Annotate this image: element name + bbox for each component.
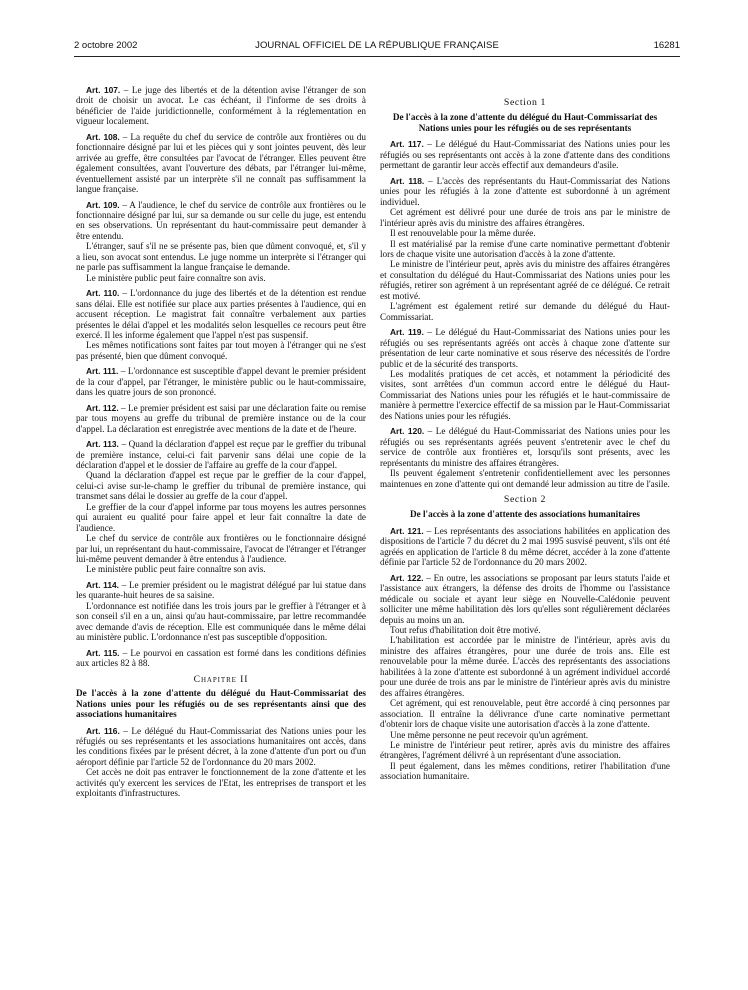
article-paragraph — [76, 85, 366, 127]
article-number: Art. 114. — [86, 579, 119, 590]
article-text: – Le pourvoi en cassation est formé dans les conditions définies aux articles 82 à 88. — [76, 647, 367, 669]
article-117 — [380, 139, 670, 170]
article-122 — [380, 573, 670, 782]
article-text: – Le premier président est saisi par une déclaration faite ou remise par tous moyens au greffe du tribunal de première instance ou de la cour d'appel. La déclaration est enregistrée avec mentions de la date et de l'heure. — [76, 402, 367, 434]
article-paragraph: Tout refus d'habilitation doit être motivé. — [390, 624, 541, 635]
section-heading: Section 1 — [503, 97, 547, 108]
article-number: Art. 119. — [390, 327, 424, 338]
article-paragraph: Le ministère public peut faire connaître son avis. — [86, 272, 266, 283]
article-number: Art. 111. — [86, 366, 119, 377]
header-date: 2 octobre 2002 — [74, 40, 138, 51]
article-114 — [76, 580, 366, 643]
article-text: – La requête du chef du service de contrôle aux frontières ou du fonctionnaire désigné par lui et les pièces qui y sont jointes peuvent, dès leur arrivée au greffe, être consultées par l'avocat de l'étranger. Elles peuvent être également consultées, avant l'ouverture des débats, par l'étranger lui-même, éventuellement assisté par un interprète s'il ne connaît pas suffisamment la langue française. — [76, 131, 366, 195]
article-text: – Le délégué du Haut-Commissariat des Nations unies pour les réfugiés ou ses représentants ont accès à la zone d'attente dans des conditions permettant de garantir leur accès effectif aux demandeurs d'asile. — [380, 139, 671, 171]
article-paragraph: Le chef du service de contrôle aux frontières ou le fonctionnaire désigné par lui, un représentant du haut-commissaire, l'avocat de l'étranger et l'étranger lui-même peuvent demander à être entendus à l'audience. — [76, 533, 366, 565]
article-number: Art. 112. — [86, 402, 119, 413]
article-paragraph: Le ministre de l'intérieur peut, après avis du ministre des affaires étrangères et consultation du délégué du Haut-Commissariat des Nations unies pour les réfugiés, retirer son agrément à un représentant agréé de ce délégué. Ce retrait est motivé. — [380, 259, 670, 301]
article-121 — [380, 526, 670, 568]
article-116 — [76, 726, 366, 799]
chapter-title: De l'accès à la zone d'attente du délégué du Haut-Commissariat des Nations unies pour les réfugiés ou de ses représentants ainsi que des associations humanitaires — [76, 688, 366, 720]
article-paragraph — [76, 726, 366, 768]
article-paragraph — [380, 526, 670, 568]
article-107 — [76, 85, 366, 127]
article-paragraph: Le ministre de l'intérieur peut retirer, après avis du ministre des affaires étrangères, l'agrément délivré à un représentant d'une association. — [380, 739, 670, 761]
article-120 — [380, 426, 670, 489]
article-paragraph — [380, 176, 670, 207]
article-text: – Le délégué du Haut-Commissariat des Nations unies pour les réfugiés ou ses représentants agréés peuvent s'entretenir avec le chef du service de contrôle aux frontières et, lorsqu'ils sont présents, avec les représentants du ministre des affaires étrangères. — [380, 426, 671, 468]
article-paragraph: Les mêmes notifications sont faites par tout moyen à l'étranger qui ne s'est pas présenté, bien que dûment convoqué. — [76, 340, 366, 361]
section-title: De l'accès à la zone d'attente du délégué du Haut-Commissariat des Nations unies pour les réfugiés ou de ses représentants — [392, 112, 658, 133]
chapter-heading: Chapitre II — [193, 673, 249, 685]
article-paragraph — [380, 327, 670, 369]
right-column — [380, 92, 670, 787]
article-number: Art. 116. — [86, 725, 120, 736]
article-paragraph: Il est matérialisé par la remise d'une carte nominative permettant d'obtenir lors de chaque visite une autorisation d'accès à la zone d'attente. — [380, 238, 670, 259]
article-number: Art. 113. — [86, 439, 119, 450]
article-number: Art. 120. — [390, 426, 425, 437]
article-paragraph — [76, 132, 366, 195]
article-118 — [380, 176, 670, 322]
article-108 — [76, 132, 366, 195]
article-text: – L'accès des représentants du Haut-Commissariat des Nations unies pour les réfugiés à la zone d'attente est subordonné à un agrément individuel. — [380, 175, 671, 207]
article-paragraph — [76, 403, 366, 434]
article-paragraph: L'habilitation est accordée par le ministre de l'intérieur, après avis du ministre des affaires étrangères, pour une durée de trois ans. Elle est renouvelable pour la même durée. L'accès des représentants des associations habilitées à la zone d'attente est subordonné à un agrément individuel accordé pour une durée de trois ans par le ministre de l'intérieur après avis du ministre des affaires étrangères. — [380, 635, 670, 698]
article-text: – Le délégué du Haut-Commissariat des Nations unies pour les réfugiés ou ses représentants et les associations humanitaires ont accès, dans les conditions fixées par le présent décret, à la zone d'attente d'un port ou d'un aéroport définie par l'article 52 de l'ordonnance du 20 mars 2002. — [76, 725, 367, 767]
article-number: Art. 122. — [390, 572, 424, 583]
article-text: – L'ordonnance est susceptible d'appel devant le premier président de la cour d'appel, par l'étranger, le ministère public ou le haut-commissaire, dans les quatre jours de son prononcé. — [76, 366, 367, 398]
article-paragraph — [76, 288, 366, 340]
article-number: Art. 118. — [390, 175, 425, 186]
journal-title: JOURNAL OFFICIEL DE LA RÉPUBLIQUE FRANÇAISE — [255, 40, 499, 51]
article-paragraph: L'étranger, sauf s'il ne se présente pas, bien que dûment convoqué, et, s'il y a lieu, son avocat sont entendus. Le juge nomme un interprète si l'étranger qui ne parle pas suffisamment la langue française le demande. — [76, 241, 366, 273]
article-paragraph: Les modalités pratiques de cet accès, et notamment la périodicité des visites, sont arrêtées d'un commun accord entre le délégué du Haut-Commissariat des Nations unies pour les réfugiés et le haut-commissaire de manière à permettre l'exercice effectif de sa mission par le Haut-Commissariat des Nations unies pour les réfugiés. — [380, 368, 670, 421]
article-paragraph — [76, 366, 366, 397]
article-text: – Les représentants des associations habilitées en application des dispositions de l'article 7 du décret du 2 mai 1995 susvisé peuvent, s'ils ont été agréés en application de l'article 8 du même décret, accéder à la zone d'attente définie par l'article 52 de l'ordonnance du 20 mars 2002. — [380, 525, 670, 568]
article-paragraph: Quand la déclaration d'appel est reçue par le greffier de la cour d'appel, celui-ci avise sur-le-champ le greffier du tribunal de première instance, qui transmet sans délai le dossier au greffe de la cour d'appel. — [76, 470, 366, 502]
article-number: Art. 121. — [390, 525, 424, 536]
article-112 — [76, 403, 366, 434]
article-paragraph: L'agrément est également retiré sur demande du délégué du Haut-Commissariat. — [380, 301, 670, 322]
article-paragraph: Cet agrément est délivré pour une durée de trois ans par le ministre de l'intérieur après avis du ministre des affaires étrangères. — [380, 207, 670, 228]
article-paragraph: Le greffier de la cour d'appel informe par tous moyens les autres personnes qui auraient eu qualité pour faire appel et leur fait connaître la date de l'audience. — [76, 501, 366, 533]
left-column — [76, 85, 366, 804]
article-paragraph: Ils peuvent également s'entretenir confidentiellement avec les personnes maintenues en zone d'attente qui ont demandé leur admission au titre de l'asile. — [380, 468, 670, 489]
article-110 — [76, 288, 366, 361]
article-text: – Le premier président ou le magistrat délégué par lui statue dans les quarante-huit heures de sa saisine. — [76, 579, 366, 601]
article-number: Art. 115. — [86, 647, 120, 658]
article-paragraph: Il est renouvelable pour la même durée. — [390, 228, 536, 239]
article-paragraph: Cet accès ne doit pas entraver le fonctionnement de la zone d'attente et les activités qu'y exercent les services de l'Etat, les entreprises de transport et les exploitants d'infrastructures. — [76, 767, 366, 799]
article-paragraph — [380, 426, 670, 468]
article-number: Art. 109. — [86, 199, 120, 210]
header-rule — [74, 56, 680, 57]
article-paragraph: L'ordonnance est notifiée dans les trois jours par le greffier à l'étranger et à son conseil s'il en a un, ainsi qu'au haut-commissaire, par lettre recommandée avec demande d'avis de réception. Elle est communiquée dans le même délai au ministère public. L'ordonnance n'est pas susceptible d'opposition. — [76, 600, 366, 643]
article-paragraph — [76, 200, 366, 242]
article-paragraph: Il peut également, dans les mêmes conditions, retirer l'habilitation d'une association humanitaire. — [380, 760, 670, 782]
article-number: Art. 107. — [86, 85, 121, 95]
section-title: De l'accès à la zone d'attente des associations humanitaires — [409, 509, 640, 520]
article-paragraph — [380, 573, 670, 625]
page-number: 16281 — [653, 40, 680, 51]
article-text: – En outre, les associations se proposant par leurs statuts l'aide et l'assistance aux étrangers, la défense des droits de l'homme ou l'assistance médicale ou sociale et ayant leur siège en Nouvelle-Calédonie peuvent solliciter une même habilitation dès lors qu'elles sont régulièrement déclarées depuis au moins un an. — [380, 572, 670, 625]
article-number: Art. 117. — [390, 139, 424, 150]
article-text: – Le délégué du Haut-Commissariat des Nations unies pour les réfugiés ou ses représentants agréés ont accès à chaque zone d'attente sur présentation de leur carte nominative et sous réserve des nécessités de l'ordre public et de la sécurité des transports. — [380, 327, 671, 369]
section-heading: Section 2 — [503, 493, 547, 505]
article-text: – L'ordonnance du juge des libertés et de la détention est rendue sans délai. Elle est notifiée sur place aux parties présentes à l'audience, qui en accusent réception. Le magistrat fait connaître verbalement aux parties présentes le délai d'appel et les modalités selon lesquelles ce recours peut être exercé. Il les informe également que l'appel n'est pas suspensif. — [76, 288, 366, 340]
article-paragraph — [76, 580, 366, 601]
article-paragraph: Le ministère public peut faire connaître son avis. — [86, 564, 266, 575]
article-119 — [380, 327, 670, 421]
article-number: Art. 108. — [86, 131, 120, 142]
page-header — [74, 40, 680, 54]
article-number: Art. 110. — [86, 288, 120, 299]
article-115 — [76, 648, 366, 669]
article-111 — [76, 366, 366, 397]
article-paragraph: Une même personne ne peut recevoir qu'un agrément. — [390, 729, 589, 740]
article-109 — [76, 200, 366, 284]
article-113 — [76, 439, 366, 575]
article-paragraph: Cet agrément, qui est renouvelable, peut être accordé à cinq personnes par association. Il entraîne la délivrance d'une carte nominative permettant d'obtenir lors de chaque visite une autorisation d'accès à la zone d'attente. — [380, 698, 670, 730]
article-text: – Quand la déclaration d'appel est reçue par le greffier du tribunal de première instance, celui-ci fait parvenir sans délai une copie de la déclaration d'appel et le dossier de l'affaire au greffe de la cour d'appel. — [76, 439, 367, 470]
article-text: – Le juge des libertés et de la détention avise l'étranger de son droit de choisir un avocat. Le cas échéant, il l'informe de ses droits à bénéficier de l'aide juridictionnelle, conformément à la réglementation en vigueur localement. — [76, 85, 366, 127]
article-text: – A l'audience, le chef du service de contrôle aux frontières ou le fonctionnaire désigné par lui, sur sa demande ou sur celle du juge, est entendu en ses observations. Un représentant du haut-commissaire peut demander à être entendu. — [76, 199, 366, 241]
article-paragraph — [76, 648, 366, 669]
article-paragraph — [76, 439, 366, 470]
article-paragraph — [380, 139, 670, 170]
